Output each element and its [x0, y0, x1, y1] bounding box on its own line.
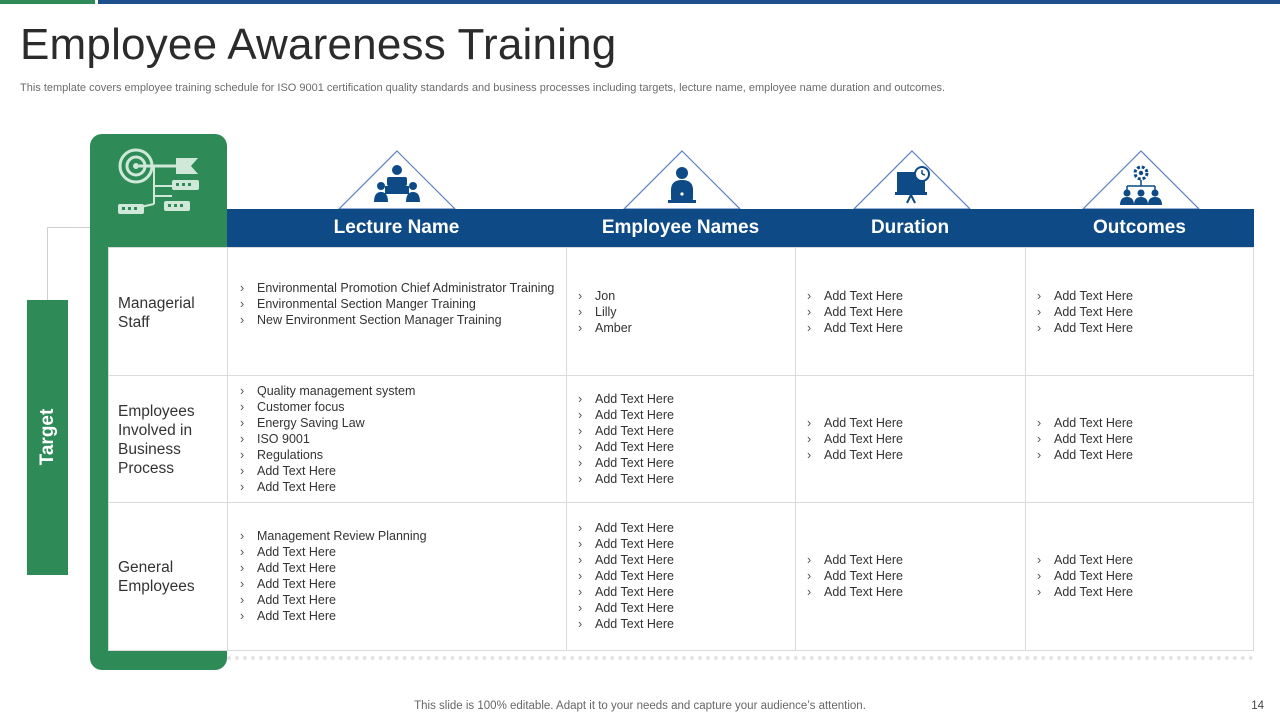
list-item: › Add Text Here	[576, 439, 786, 455]
list-item: › Add Text Here	[805, 584, 1015, 600]
cell-employees	[576, 288, 786, 336]
list-item: › Add Text Here	[576, 391, 786, 407]
list-item: › Add Text Here	[1035, 288, 1245, 304]
list-item: › Add Text Here	[576, 568, 786, 584]
list-item: › Jon	[576, 288, 786, 304]
cell-employees	[576, 391, 786, 487]
list-item: › Management Review Planning	[238, 528, 556, 544]
list-item: › ISO 9001	[238, 431, 556, 447]
list-item: › Add Text Here	[805, 552, 1015, 568]
list-item: › New Environment Section Manager Training	[238, 312, 556, 328]
list-item: › Environmental Section Manger Training	[238, 296, 556, 312]
list-item: › Add Text Here	[576, 616, 786, 632]
list-item: › Add Text Here	[576, 584, 786, 600]
cell-outcomes	[1035, 552, 1245, 600]
list-item: › Amber	[576, 320, 786, 336]
list-item: › Environmental Promotion Chief Administrator Training	[238, 280, 556, 296]
page-number: 14	[1251, 700, 1264, 712]
cell-outcomes	[1035, 415, 1245, 463]
list-item: › Add Text Here	[1035, 447, 1245, 463]
table-bottom-dots	[227, 656, 1254, 660]
list-item: › Energy Saving Law	[238, 415, 556, 431]
row-divider	[108, 502, 1254, 503]
row-label-general-employees: General Employees	[118, 559, 195, 595]
list-item: › Add Text Here	[238, 592, 556, 608]
board-clock-icon	[895, 166, 931, 204]
cell-duration	[805, 552, 1015, 600]
list-item: › Add Text Here	[1035, 304, 1245, 320]
row-label-employees-involved: Employees Involved in Business Process	[118, 403, 195, 477]
target-strategy-icon	[114, 146, 204, 228]
column-header-employee-names: Employee Names	[601, 217, 760, 238]
list-item: › Add Text Here	[576, 407, 786, 423]
employee-laptop-icon	[667, 166, 697, 204]
list-item: › Add Text Here	[576, 423, 786, 439]
list-item: › Add Text Here	[805, 320, 1015, 336]
row-divider	[108, 375, 1254, 376]
list-item: › Add Text Here	[238, 463, 556, 479]
list-item: › Customer focus	[238, 399, 556, 415]
list-item: › Add Text Here	[805, 415, 1015, 431]
list-item: › Add Text Here	[1035, 568, 1245, 584]
column-header-lecture-name: Lecture Name	[333, 217, 460, 238]
list-item: › Add Text Here	[1035, 415, 1245, 431]
list-item: › Add Text Here	[576, 536, 786, 552]
list-item: › Add Text Here	[238, 544, 556, 560]
list-item: › Add Text Here	[805, 288, 1015, 304]
column-divider	[227, 247, 228, 651]
list-item: › Add Text Here	[805, 304, 1015, 320]
top-accent-blue	[98, 0, 1280, 4]
list-item: › Add Text Here	[238, 479, 556, 495]
cell-lecture	[238, 280, 556, 328]
list-item: › Add Text Here	[238, 560, 556, 576]
cell-outcomes	[1035, 288, 1245, 336]
column-divider	[1025, 247, 1026, 651]
cell-duration	[805, 288, 1015, 336]
list-item: › Lilly	[576, 304, 786, 320]
list-item: › Add Text Here	[1035, 552, 1245, 568]
list-item: › Add Text Here	[576, 471, 786, 487]
list-item: › Add Text Here	[805, 431, 1015, 447]
cell-duration	[805, 415, 1015, 463]
list-item: › Quality management system	[238, 383, 556, 399]
connector-line	[47, 227, 48, 301]
list-item: › Add Text Here	[238, 608, 556, 624]
presentation-meeting-icon	[372, 164, 422, 204]
connector-line	[47, 227, 91, 228]
column-divider	[795, 247, 796, 651]
list-item: › Add Text Here	[238, 576, 556, 592]
top-accent-green	[0, 0, 95, 4]
list-item: › Add Text Here	[1035, 320, 1245, 336]
list-item: › Add Text Here	[1035, 584, 1245, 600]
list-item: › Regulations	[238, 447, 556, 463]
cell-lecture	[238, 383, 556, 495]
slide-title: Employee Awareness Training	[20, 20, 617, 69]
footer-text: This slide is 100% editable. Adapt it to your needs and capture your audience’s attention.	[414, 700, 866, 712]
target-label: Target	[37, 408, 58, 466]
cell-employees	[576, 520, 786, 632]
list-item: › Add Text Here	[805, 568, 1015, 584]
list-item: › Add Text Here	[576, 552, 786, 568]
column-divider	[566, 247, 567, 651]
slide-subtitle: This template covers employee training schedule for ISO 9001 certification quality standards and business processes including targets, lecture name, employee name duration and outcomes.	[20, 82, 946, 94]
list-item: › Add Text Here	[576, 520, 786, 536]
column-header-outcomes: Outcomes	[1093, 217, 1186, 238]
list-item: › Add Text Here	[576, 600, 786, 616]
cell-lecture	[238, 528, 556, 624]
row-label-managerial-staff: Managerial Staff	[118, 295, 195, 331]
list-item: › Add Text Here	[805, 447, 1015, 463]
list-item: › Add Text Here	[1035, 431, 1245, 447]
team-gear-icon	[1120, 164, 1162, 206]
list-item: › Add Text Here	[576, 455, 786, 471]
column-header-duration: Duration	[870, 217, 950, 238]
